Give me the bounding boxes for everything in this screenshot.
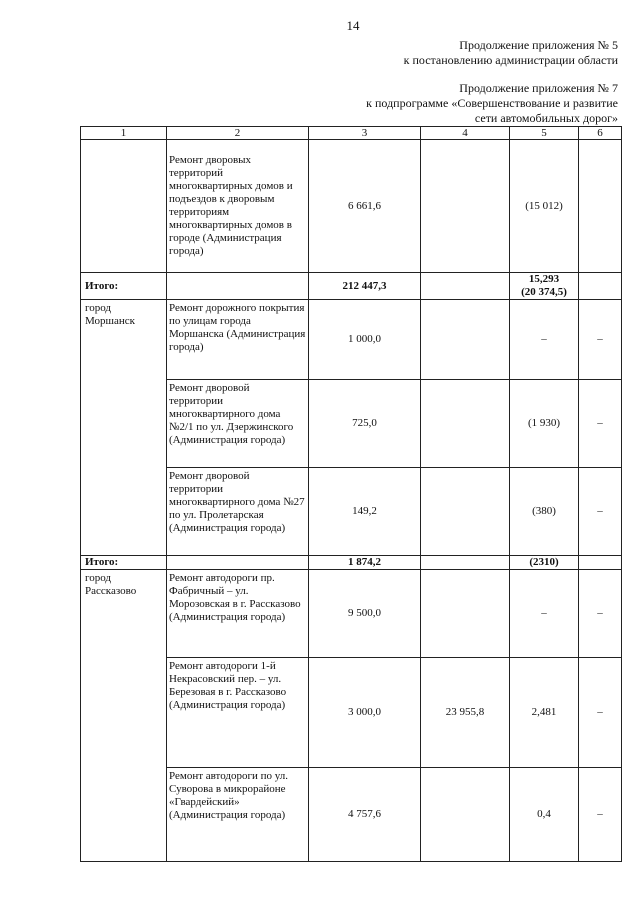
amount-col5: (1 930) bbox=[510, 380, 579, 468]
amount-col3: 149,2 bbox=[309, 468, 421, 556]
amount-col6: – bbox=[579, 468, 622, 556]
work-description: Ремонт автодороги пр. Фабричный – ул. Морозовская в г. Рассказово (Администрация города) bbox=[167, 570, 309, 658]
empty-cell bbox=[579, 556, 622, 570]
empty-cell bbox=[421, 300, 510, 380]
amount-col6: – bbox=[579, 380, 622, 468]
appendix-7-line1: Продолжение приложения № 7 bbox=[459, 81, 618, 95]
region-cell bbox=[81, 140, 167, 273]
total-col5-line2: (20 374,5) bbox=[521, 286, 567, 298]
amount-col5: 0,4 bbox=[510, 768, 579, 862]
amount-col5: (380) bbox=[510, 468, 579, 556]
column-header-6: 6 bbox=[579, 127, 622, 140]
amount-col3: 3 000,0 bbox=[309, 658, 421, 768]
column-header-row bbox=[81, 127, 622, 140]
total-row bbox=[81, 273, 622, 300]
amount-col3: 4 757,6 bbox=[309, 768, 421, 862]
total-col5 bbox=[510, 273, 579, 300]
work-description: Ремонт дорожного покрытия по улицам города Моршанска (Администрация города) bbox=[167, 300, 309, 380]
total-col3: 1 874,2 bbox=[309, 556, 421, 570]
table-row bbox=[81, 570, 622, 658]
region-cell: город Рассказово bbox=[81, 570, 167, 862]
empty-cell bbox=[167, 273, 309, 300]
total-col5: (2310) bbox=[510, 556, 579, 570]
empty-cell bbox=[579, 273, 622, 300]
empty-cell bbox=[167, 556, 309, 570]
appendix-5-line2: к постановлению администрации области bbox=[403, 53, 618, 67]
empty-cell bbox=[421, 380, 510, 468]
table-row bbox=[81, 140, 622, 273]
amount-col4: 23 955,8 bbox=[421, 658, 510, 768]
table-row bbox=[81, 300, 622, 380]
total-col5-line1: 15,293 bbox=[528, 273, 560, 285]
work-description: Ремонт дворовой территории многоквартирного дома №2/1 по ул. Дзержинского (Администрация города) bbox=[167, 380, 309, 468]
column-header-5: 5 bbox=[510, 127, 579, 140]
column-header-1: 1 bbox=[81, 127, 167, 140]
amount-col6: – bbox=[579, 300, 622, 380]
amount-col3: 6 661,6 bbox=[309, 140, 421, 273]
empty-cell bbox=[421, 468, 510, 556]
empty-cell bbox=[421, 273, 510, 300]
amount-col5: – bbox=[510, 300, 579, 380]
column-header-2: 2 bbox=[167, 127, 309, 140]
amount-col4 bbox=[421, 768, 510, 862]
work-description: Ремонт дворовых территорий многоквартирных домов и подъездов к дворовым территориям многоквартирных домов в городе (Администрация города) bbox=[167, 140, 309, 273]
amount-col5: (15 012) bbox=[510, 140, 579, 273]
amount-col6 bbox=[579, 140, 622, 273]
amount-col3: 725,0 bbox=[309, 380, 421, 468]
total-label: Итого: bbox=[81, 273, 167, 300]
amount-col5: – bbox=[510, 570, 579, 658]
amount-col6: – bbox=[579, 658, 622, 768]
page-number: 14 bbox=[346, 18, 360, 33]
total-row bbox=[81, 556, 622, 570]
column-header-4: 4 bbox=[421, 127, 510, 140]
appendix-7-line2: к подпрограмме «Совершенствование и развитие bbox=[366, 96, 618, 110]
appendix-5-line1: Продолжение приложения № 5 bbox=[459, 38, 618, 52]
appendix-7-line3: сети автомобильных дорог» bbox=[474, 111, 618, 125]
column-header-3: 3 bbox=[309, 127, 421, 140]
amount-col6: – bbox=[579, 570, 622, 658]
appendix-header-7 bbox=[366, 81, 618, 126]
region-cell: город Моршанск bbox=[81, 300, 167, 556]
amount-col5: 2,481 bbox=[510, 658, 579, 768]
amount-col4 bbox=[421, 140, 510, 273]
empty-cell bbox=[421, 556, 510, 570]
amount-col6: – bbox=[579, 768, 622, 862]
work-description: Ремонт дворовой территории многоквартирного дома №27 по ул. Пролетарская (Администрация города) bbox=[167, 468, 309, 556]
amount-col3: 9 500,0 bbox=[309, 570, 421, 658]
amount-col3: 1 000,0 bbox=[309, 300, 421, 380]
funding-table bbox=[80, 126, 622, 862]
total-col3: 212 447,3 bbox=[309, 273, 421, 300]
amount-col4 bbox=[421, 570, 510, 658]
appendix-header-5 bbox=[404, 38, 618, 68]
work-description: Ремонт автодороги 1-й Некрасовский пер. – ул. Березовая в г. Рассказово (Администрация города) bbox=[167, 658, 309, 768]
work-description: Ремонт автодороги по ул. Суворова в микрорайоне «Гвардейский» (Администрация города) bbox=[167, 768, 309, 862]
total-label: Итого: bbox=[81, 556, 167, 570]
